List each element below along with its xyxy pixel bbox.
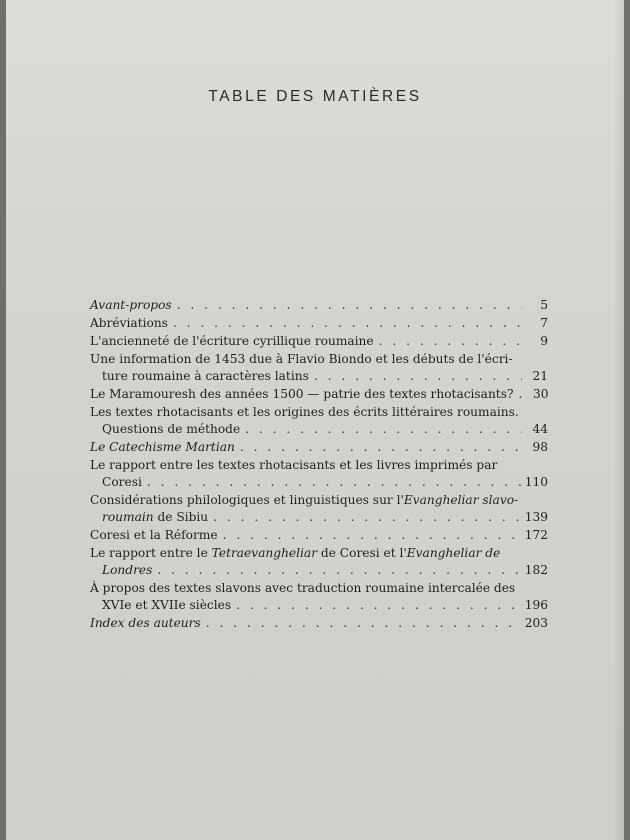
toc-entry-title-line2b: de Sibiu	[153, 510, 209, 524]
toc-page-number: 110	[524, 475, 548, 489]
toc-entry-title-line1b: Evangheliar slavo-	[403, 493, 519, 507]
page-title: TABLE DES MATIÈRES	[208, 88, 422, 105]
toc-page-number: 5	[540, 298, 548, 312]
dot-leader	[201, 615, 522, 632]
toc-entry-title-line1c: de Coresi et l'	[317, 546, 407, 560]
dot-leader	[172, 297, 522, 314]
dot-leader	[208, 509, 522, 526]
toc-entry-title: Avant-propos	[90, 298, 172, 312]
dot-leader	[168, 315, 522, 332]
toc-entry-maramouresh[interactable]	[90, 386, 548, 403]
toc-page-number: 172	[524, 528, 548, 542]
toc-page-number: 9	[540, 334, 548, 348]
dot-leader	[514, 386, 523, 403]
toc-entry-title-line1a: Le rapport entre le	[90, 546, 212, 560]
book-page	[6, 0, 624, 840]
toc-entry-title-line2: XVIe et XVIIe siècles	[102, 598, 232, 612]
toc-entry-considerations[interactable]	[90, 492, 548, 526]
toc-entry-title-line2: Questions de méthode	[102, 422, 241, 436]
dot-leader	[309, 368, 522, 385]
toc-entry-title-line2: ture roumaine à caractères latins	[102, 369, 309, 383]
dot-leader	[218, 527, 522, 544]
toc-entry-avant-propos[interactable]	[90, 297, 548, 314]
dot-leader	[152, 562, 522, 579]
toc-page-number: 139	[524, 510, 548, 524]
dot-leader	[235, 439, 522, 456]
toc-entry-title: Le Maramouresh des années 1500 — patrie des textes rhotacisants?	[90, 387, 514, 401]
toc-entry-tetraevangheliar[interactable]	[90, 545, 548, 579]
toc-entry-textes-slavons[interactable]	[90, 580, 548, 614]
toc-entry-title-line1b: Tetraevangheliar	[211, 546, 318, 560]
dot-leader	[231, 597, 522, 614]
toc-page-number: 21	[532, 369, 548, 383]
toc-entry-title-line1: Le rapport entre les textes rhotacisants et les livres imprimés par	[90, 458, 498, 472]
toc-entry-title-line1a: Considérations philologiques et linguistiques sur l'	[90, 493, 404, 507]
toc-entry-title-line2: Coresi	[102, 475, 142, 489]
toc-entry-title-line1: À propos des textes slavons avec traduction roumaine intercalée des	[90, 581, 516, 595]
toc-entry-rapport-coresi[interactable]	[90, 457, 548, 491]
toc-entry-anciennete[interactable]	[90, 333, 548, 350]
toc-entry-title-line2: Londres	[102, 563, 153, 577]
toc-entry-title: Index des auteurs	[90, 616, 201, 630]
table-of-contents	[90, 297, 548, 633]
dot-leader	[374, 333, 522, 350]
toc-entry-reforme[interactable]	[90, 527, 548, 544]
toc-entry-title: L'ancienneté de l'écriture cyrillique roumaine	[90, 334, 374, 348]
toc-page-number: 203	[524, 616, 548, 630]
toc-page-number: 44	[532, 422, 548, 436]
toc-entry-title: Le Catechisme Martian	[90, 440, 235, 454]
toc-entry-title: Abréviations	[90, 316, 168, 330]
toc-entry-abreviations[interactable]	[90, 315, 548, 332]
dot-leader	[240, 421, 522, 438]
toc-entry-index[interactable]	[90, 615, 548, 632]
toc-page-number: 182	[524, 563, 548, 577]
toc-page-number: 196	[524, 598, 548, 612]
toc-entry-title-line1d: Evangheliar de	[406, 546, 501, 560]
toc-entry-title-line1: Une information de 1453 due à Flavio Biondo et les débuts de l'écri-	[90, 352, 513, 366]
toc-entry-textes-rhotacisants[interactable]	[90, 404, 548, 438]
toc-page-number: 7	[540, 316, 548, 330]
dot-leader	[142, 474, 522, 491]
toc-entry-title-line2a: roumain	[102, 510, 154, 524]
toc-entry-flavio-biondo[interactable]	[90, 351, 548, 385]
toc-entry-title-line1: Les textes rhotacisants et les origines des écrits littéraires roumains.	[90, 405, 519, 419]
page-edge-shadow	[614, 0, 624, 840]
toc-entry-title: Coresi et la Réforme	[90, 528, 218, 542]
toc-page-number: 98	[532, 440, 548, 454]
toc-entry-catechisme[interactable]	[90, 439, 548, 456]
toc-page-number: 30	[532, 387, 549, 401]
